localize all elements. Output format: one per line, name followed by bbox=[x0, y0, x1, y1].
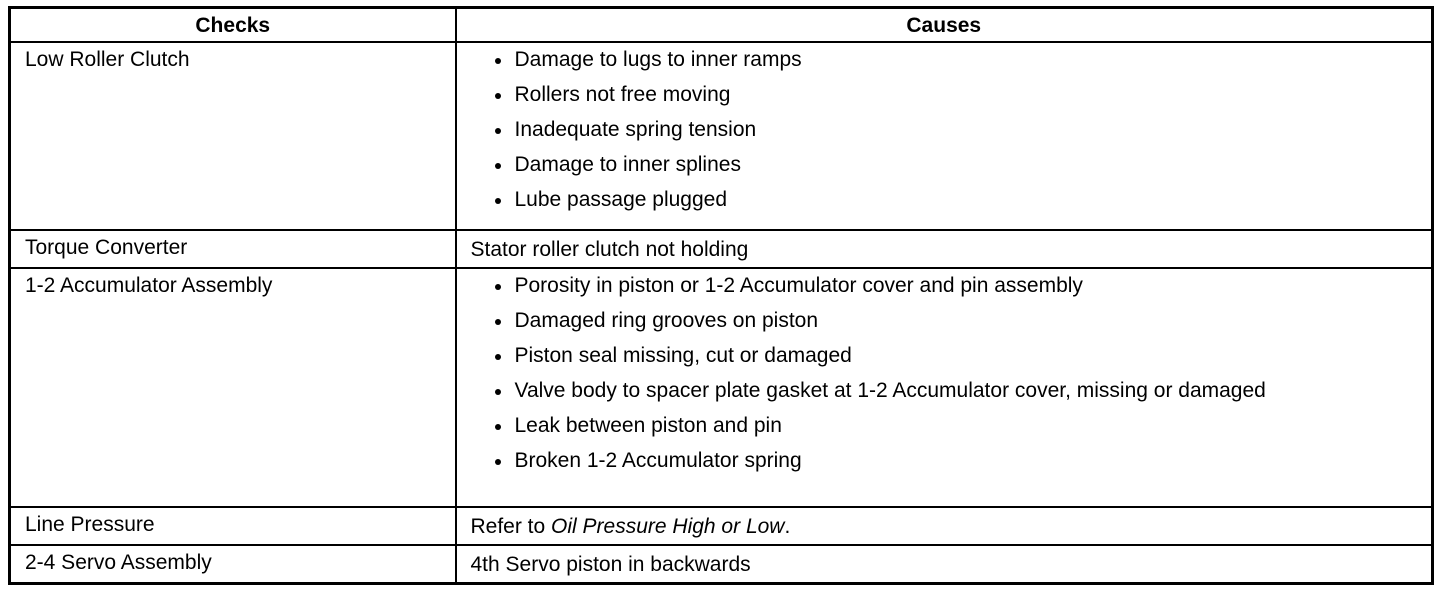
cause-item: Damage to inner splines bbox=[493, 152, 1422, 178]
causes-cell bbox=[456, 268, 1433, 507]
cause-cell: Stator roller clutch not holding bbox=[456, 230, 1433, 268]
cause-item: Lube passage plugged bbox=[493, 187, 1422, 213]
cause-cell: 4th Servo piston in backwards bbox=[456, 545, 1433, 584]
cause-item: Rollers not free moving bbox=[493, 82, 1422, 108]
check-cell: Line Pressure bbox=[10, 507, 456, 545]
diagnosis-table bbox=[8, 6, 1434, 585]
table-row bbox=[10, 507, 1433, 545]
cause-item: Inadequate spring tension bbox=[493, 117, 1422, 143]
cause-item: Piston seal missing, cut or damaged bbox=[493, 343, 1422, 369]
causes-list bbox=[471, 273, 1422, 474]
check-cell: Low Roller Clutch bbox=[10, 42, 456, 230]
cause-item: Valve body to spacer plate gasket at 1-2 Accumulator cover, missing or damaged bbox=[493, 378, 1422, 404]
cause-item: Broken 1-2 Accumulator spring bbox=[493, 448, 1422, 474]
column-header-causes: Causes bbox=[456, 8, 1433, 43]
cause-suffix: . bbox=[784, 515, 791, 538]
cause-prefix: Refer to bbox=[470, 515, 552, 538]
causes-list bbox=[471, 47, 1422, 213]
cause-item: Damaged ring grooves on piston bbox=[493, 308, 1422, 334]
cross-reference-link[interactable]: Oil Pressure High or Low bbox=[551, 515, 785, 538]
table-row bbox=[10, 230, 1433, 268]
cause-item: Porosity in piston or 1-2 Accumulator cover and pin assembly bbox=[493, 273, 1422, 299]
table-row bbox=[10, 42, 1433, 230]
check-cell: 2-4 Servo Assembly bbox=[10, 545, 456, 584]
cause-item: Leak between piston and pin bbox=[493, 413, 1422, 439]
check-cell: Torque Converter bbox=[10, 230, 456, 268]
cause-cell bbox=[456, 507, 1433, 545]
column-header-checks: Checks bbox=[10, 8, 456, 43]
check-cell: 1-2 Accumulator Assembly bbox=[10, 268, 456, 507]
cause-item: Damage to lugs to inner ramps bbox=[493, 47, 1422, 73]
table-row bbox=[10, 545, 1433, 584]
table-header-row bbox=[10, 8, 1433, 43]
causes-cell bbox=[456, 42, 1433, 230]
table-row bbox=[10, 268, 1433, 507]
